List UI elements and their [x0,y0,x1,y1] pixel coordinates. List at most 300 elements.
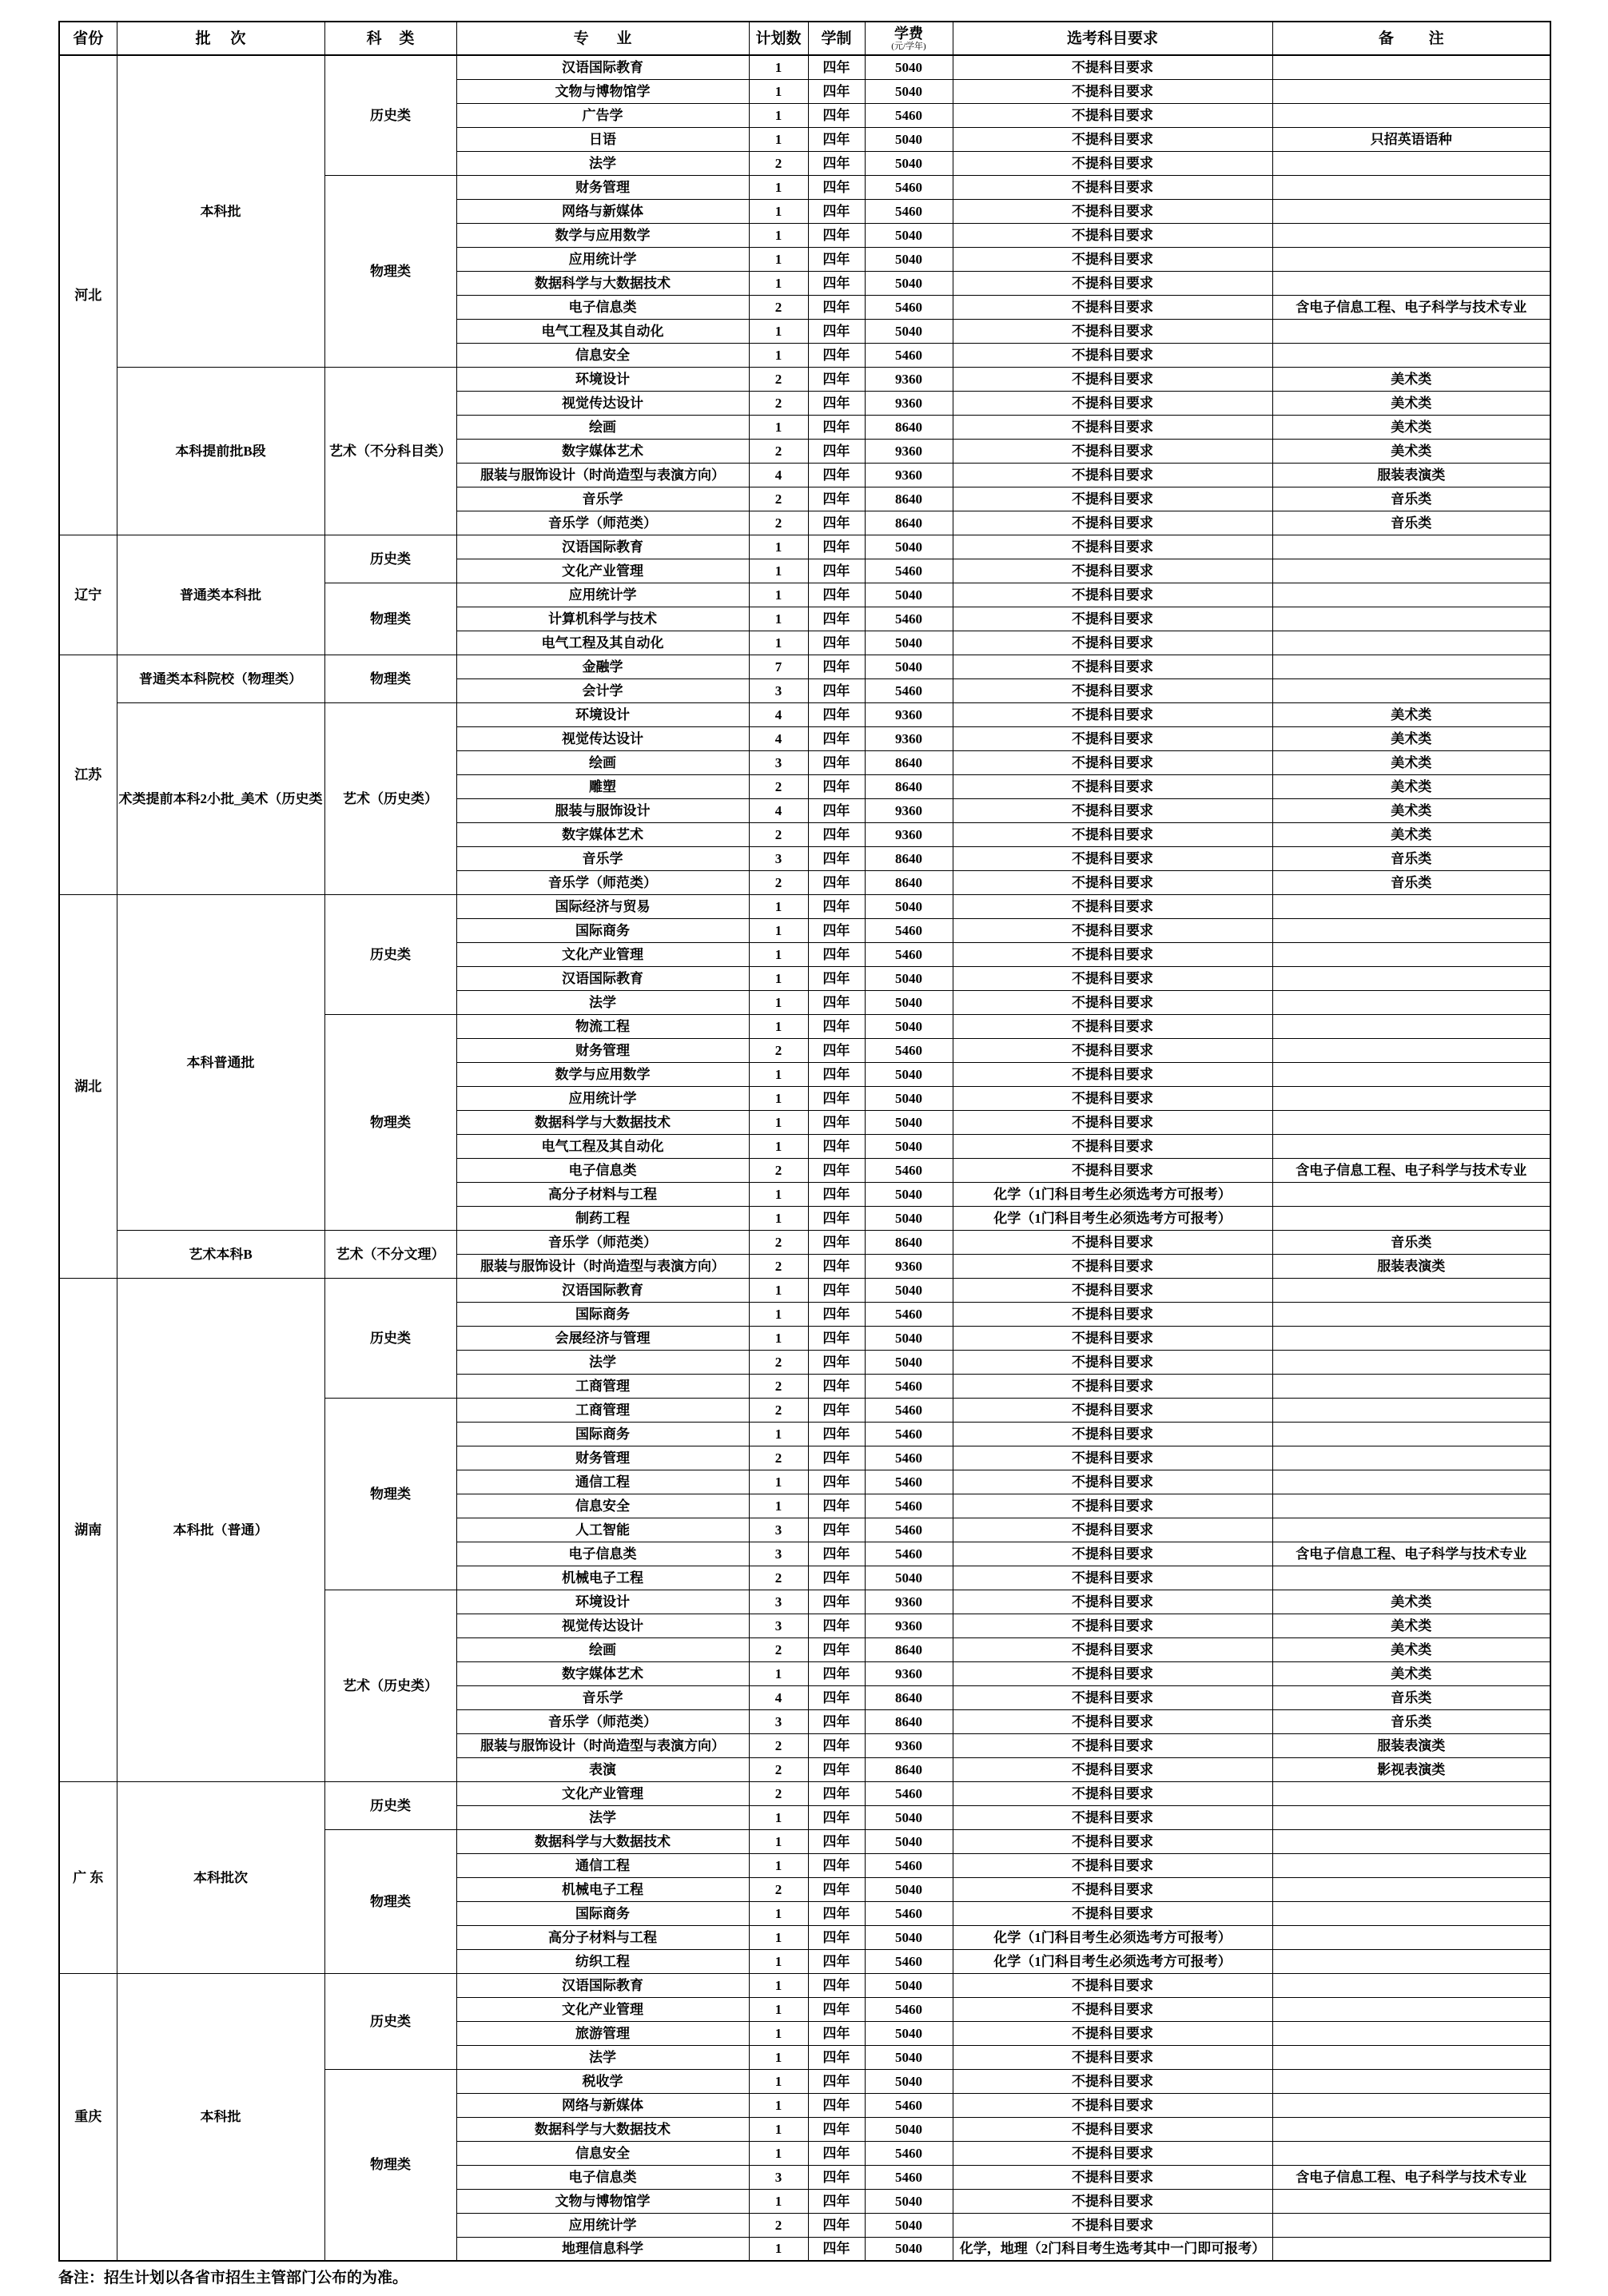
tuition-cell: 5040 [865,1925,953,1949]
duration-cell: 四年 [808,55,865,79]
tuition-cell: 5040 [865,319,953,343]
remark-cell [1272,1470,1550,1494]
tuition-cell: 5040 [865,894,953,918]
remark-cell [1272,1278,1550,1302]
remark-cell: 美术类 [1272,391,1550,415]
remark-cell: 音乐类 [1272,1230,1550,1254]
category-cell: 艺术（历史类） [324,702,456,894]
plan-count-cell: 1 [749,1062,808,1086]
tuition-cell: 5460 [865,1038,953,1062]
major-cell: 法学 [456,1350,749,1374]
batch-label: 术类提前本科2小批_美术（历史类 [118,791,323,806]
plan-count-cell: 1 [749,55,808,79]
tuition-cell: 5040 [865,223,953,247]
plan-count-cell: 2 [749,1398,808,1422]
remark-cell [1272,55,1550,79]
remark-cell: 只招英语语种 [1272,127,1550,151]
tuition-cell: 9360 [865,439,953,463]
plan-count-cell: 1 [749,1134,808,1158]
batch-label: 本科批次 [193,1870,248,1884]
batch-cell [117,1973,324,2261]
tuition-cell: 5040 [865,966,953,990]
subject-requirement-cell: 不提科目要求 [953,1709,1272,1733]
batch-cell [117,894,324,1230]
subject-requirement-cell: 不提科目要求 [953,1733,1272,1757]
remark-cell [1272,1853,1550,1877]
remark-cell: 美术类 [1272,726,1550,750]
subject-requirement-cell: 不提科目要求 [953,1518,1272,1542]
subject-requirement-cell: 不提科目要求 [953,535,1272,559]
duration-cell: 四年 [808,439,865,463]
tuition-cell: 5460 [865,1470,953,1494]
duration-cell: 四年 [808,1278,865,1302]
duration-cell: 四年 [808,583,865,607]
plan-count-cell: 1 [749,343,808,367]
major-cell: 工商管理 [456,1398,749,1422]
plan-count-cell: 1 [749,271,808,295]
remark-cell: 音乐类 [1272,870,1550,894]
major-cell: 视觉传达设计 [456,391,749,415]
major-cell: 汉语国际教育 [456,55,749,79]
category-cell: 物理类 [324,175,456,367]
remark-cell [1272,990,1550,1014]
duration-cell: 四年 [808,223,865,247]
remark-cell [1272,583,1550,607]
subject-requirement-cell: 不提科目要求 [953,1805,1272,1829]
subject-requirement-cell: 不提科目要求 [953,1086,1272,1110]
duration-cell: 四年 [808,2021,865,2045]
major-cell: 应用统计学 [456,2213,749,2237]
remark-cell: 服装表演类 [1272,1254,1550,1278]
duration-cell: 四年 [808,2141,865,2165]
major-cell: 汉语国际教育 [456,1278,749,1302]
table-body [59,55,1550,2261]
table-row [59,702,1550,726]
major-cell: 数据科学与大数据技术 [456,271,749,295]
remark-cell: 含电子信息工程、电子科学与技术专业 [1272,2165,1550,2189]
plan-count-cell: 1 [749,1949,808,1973]
plan-count-cell: 1 [749,319,808,343]
plan-count-cell: 1 [749,1925,808,1949]
province-cell: 湖南 [59,1278,117,1781]
duration-cell: 四年 [808,1134,865,1158]
duration-cell: 四年 [808,1254,865,1278]
subject-requirement-cell: 不提科目要求 [953,1254,1272,1278]
tuition-cell: 5040 [865,2237,953,2261]
remark-cell [1272,1374,1550,1398]
plan-count-cell: 7 [749,655,808,678]
remark-cell: 美术类 [1272,750,1550,774]
duration-cell: 四年 [808,1877,865,1901]
major-cell: 文化产业管理 [456,1781,749,1805]
subject-requirement-cell: 不提科目要求 [953,391,1272,415]
remark-cell [1272,1566,1550,1590]
major-cell: 机械电子工程 [456,1877,749,1901]
remark-cell: 美术类 [1272,798,1550,822]
batch-cell [117,1230,324,1278]
remark-cell: 影视表演类 [1272,1757,1550,1781]
plan-count-cell: 1 [749,631,808,655]
subject-requirement-cell: 不提科目要求 [953,2069,1272,2093]
plan-count-cell: 3 [749,1542,808,1566]
duration-cell: 四年 [808,607,865,631]
subject-requirement-cell: 不提科目要求 [953,1566,1272,1590]
header-tuition-unit: (元/学年) [891,41,926,51]
tuition-cell: 5460 [865,343,953,367]
tuition-cell: 5040 [865,151,953,175]
subject-requirement-cell: 不提科目要求 [953,1637,1272,1661]
tuition-cell: 5460 [865,1542,953,1566]
duration-cell: 四年 [808,655,865,678]
category-cell: 历史类 [324,1781,456,1829]
remark-cell [1272,2189,1550,2213]
batch-cell [117,655,324,702]
tuition-cell: 5040 [865,1566,953,1590]
subject-requirement-cell: 不提科目要求 [953,798,1272,822]
subject-requirement-cell: 不提科目要求 [953,103,1272,127]
plan-count-cell: 1 [749,559,808,583]
remark-cell [1272,1062,1550,1086]
tuition-cell: 5460 [865,1949,953,1973]
subject-requirement-cell: 不提科目要求 [953,1470,1272,1494]
subject-requirement-cell: 不提科目要求 [953,678,1272,702]
major-cell: 环境设计 [456,367,749,391]
tuition-cell: 5460 [865,1781,953,1805]
remark-cell [1272,1326,1550,1350]
subject-requirement-cell: 化学（1门科目考生必须选考方可报考） [953,1949,1272,1973]
remark-cell [1272,1446,1550,1470]
major-cell: 表演 [456,1757,749,1781]
remark-cell: 含电子信息工程、电子科学与技术专业 [1272,1542,1550,1566]
duration-cell: 四年 [808,1518,865,1542]
tuition-cell: 5040 [865,79,953,103]
duration-cell: 四年 [808,1949,865,1973]
duration-cell: 四年 [808,103,865,127]
major-cell: 文物与博物馆学 [456,2189,749,2213]
duration-cell: 四年 [808,846,865,870]
subject-requirement-cell: 不提科目要求 [953,559,1272,583]
plan-count-cell: 1 [749,583,808,607]
subject-requirement-cell: 不提科目要求 [953,439,1272,463]
duration-cell: 四年 [808,1637,865,1661]
major-cell: 视觉传达设计 [456,1614,749,1637]
remark-cell: 美术类 [1272,774,1550,798]
duration-cell: 四年 [808,1829,865,1853]
subject-requirement-cell: 不提科目要求 [953,199,1272,223]
tuition-cell: 5460 [865,1398,953,1422]
duration-cell: 四年 [808,1206,865,1230]
duration-cell: 四年 [808,870,865,894]
major-cell: 音乐学（师范类） [456,1230,749,1254]
duration-cell: 四年 [808,894,865,918]
subject-requirement-cell: 不提科目要求 [953,1997,1272,2021]
tuition-cell: 5460 [865,1853,953,1877]
subject-requirement-cell: 不提科目要求 [953,2117,1272,2141]
major-cell: 电气工程及其自动化 [456,319,749,343]
major-cell: 音乐学 [456,1685,749,1709]
duration-cell: 四年 [808,1566,865,1590]
subject-requirement-cell: 不提科目要求 [953,607,1272,631]
major-cell: 旅游管理 [456,2021,749,2045]
subject-requirement-cell: 不提科目要求 [953,1014,1272,1038]
major-cell: 绘画 [456,1637,749,1661]
remark-cell [1272,1494,1550,1518]
category-cell: 历史类 [324,55,456,175]
table-row [59,535,1550,559]
plan-count-cell: 1 [749,607,808,631]
subject-requirement-cell: 不提科目要求 [953,750,1272,774]
remark-cell: 美术类 [1272,415,1550,439]
duration-cell: 四年 [808,415,865,439]
tuition-cell: 5040 [865,1014,953,1038]
major-cell: 音乐学（师范类） [456,1709,749,1733]
header-category: 科 类 [324,22,456,55]
subject-requirement-cell: 不提科目要求 [953,151,1272,175]
major-cell: 纺织工程 [456,1949,749,1973]
major-cell: 数据科学与大数据技术 [456,1829,749,1853]
remark-cell [1272,559,1550,583]
major-cell: 应用统计学 [456,1086,749,1110]
major-cell: 制药工程 [456,1206,749,1230]
major-cell: 服装与服饰设计（时尚造型与表演方向） [456,463,749,487]
subject-requirement-cell: 不提科目要求 [953,2045,1272,2069]
major-cell: 国际商务 [456,918,749,942]
remark-cell [1272,894,1550,918]
duration-cell: 四年 [808,918,865,942]
duration-cell: 四年 [808,702,865,726]
duration-cell: 四年 [808,1374,865,1398]
subject-requirement-cell: 不提科目要求 [953,1110,1272,1134]
remark-cell [1272,1829,1550,1853]
plan-count-cell: 1 [749,2093,808,2117]
tuition-cell: 8640 [865,1230,953,1254]
remark-cell [1272,535,1550,559]
header-subject-requirement: 选考科目要求 [953,22,1272,55]
batch-cell [117,1781,324,1973]
major-cell: 应用统计学 [456,247,749,271]
tuition-cell: 8640 [865,487,953,511]
batch-label: 本科普通批 [186,1055,255,1069]
plan-count-cell: 2 [749,1566,808,1590]
duration-cell: 四年 [808,367,865,391]
remark-cell: 音乐类 [1272,846,1550,870]
category-cell: 物理类 [324,1829,456,1973]
batch-cell [117,702,324,894]
remark-cell: 含电子信息工程、电子科学与技术专业 [1272,295,1550,319]
remark-cell [1272,1518,1550,1542]
major-cell: 计算机科学与技术 [456,607,749,631]
duration-cell: 四年 [808,1781,865,1805]
subject-requirement-cell: 不提科目要求 [953,631,1272,655]
plan-count-cell: 1 [749,1302,808,1326]
major-cell: 电气工程及其自动化 [456,631,749,655]
remark-cell: 美术类 [1272,1614,1550,1637]
major-cell: 电子信息类 [456,295,749,319]
duration-cell: 四年 [808,631,865,655]
subject-requirement-cell: 不提科目要求 [953,774,1272,798]
duration-cell: 四年 [808,798,865,822]
remark-cell [1272,1350,1550,1374]
major-cell: 信息安全 [456,343,749,367]
remark-cell: 美术类 [1272,1590,1550,1614]
plan-count-cell: 2 [749,1877,808,1901]
duration-cell: 四年 [808,1014,865,1038]
remark-cell [1272,678,1550,702]
plan-count-cell: 1 [749,1182,808,1206]
major-cell: 广告学 [456,103,749,127]
subject-requirement-cell: 不提科目要求 [953,2093,1272,2117]
duration-cell: 四年 [808,966,865,990]
tuition-cell: 9360 [865,391,953,415]
major-cell: 国际商务 [456,1422,749,1446]
duration-cell: 四年 [808,1590,865,1614]
subject-requirement-cell: 不提科目要求 [953,415,1272,439]
major-cell: 数字媒体艺术 [456,822,749,846]
duration-cell: 四年 [808,2213,865,2237]
subject-requirement-cell: 不提科目要求 [953,1614,1272,1637]
table-row [59,894,1550,918]
batch-label-wrap [117,792,324,806]
subject-requirement-cell: 不提科目要求 [953,1398,1272,1422]
batch-label-wrap [117,2110,324,2123]
batch-label-wrap [117,1247,324,1261]
tuition-cell: 5040 [865,271,953,295]
batch-label: 本科批 [200,2110,241,2124]
subject-requirement-cell: 不提科目要求 [953,247,1272,271]
remark-cell [1272,223,1550,247]
plan-count-cell: 1 [749,2141,808,2165]
subject-requirement-cell: 不提科目要求 [953,2141,1272,2165]
subject-requirement-cell: 不提科目要求 [953,1062,1272,1086]
tuition-cell: 5460 [865,918,953,942]
subject-requirement-cell: 化学（1门科目考生必须选考方可报考） [953,1182,1272,1206]
tuition-cell: 5040 [865,1086,953,1110]
remark-cell [1272,1206,1550,1230]
duration-cell: 四年 [808,1901,865,1925]
subject-requirement-cell: 不提科目要求 [953,1446,1272,1470]
duration-cell: 四年 [808,1853,865,1877]
tuition-cell: 9360 [865,463,953,487]
table-row [59,1973,1550,1997]
major-cell: 财务管理 [456,175,749,199]
subject-requirement-cell: 不提科目要求 [953,1038,1272,1062]
batch-label: 本科批（普通） [173,1522,269,1537]
batch-label: 普通类本科院校（物理类） [139,671,302,686]
plan-count-cell: 3 [749,1709,808,1733]
subject-requirement-cell: 化学，地理（2门科目考生选考其中一门即可报考） [953,2237,1272,2261]
tuition-cell: 5040 [865,2117,953,2141]
plan-count-cell: 2 [749,1637,808,1661]
duration-cell: 四年 [808,343,865,367]
subject-requirement-cell: 不提科目要求 [953,990,1272,1014]
major-cell: 服装与服饰设计 [456,798,749,822]
remark-cell [1272,2213,1550,2237]
plan-count-cell: 2 [749,367,808,391]
plan-count-cell: 3 [749,2165,808,2189]
plan-count-cell: 1 [749,1901,808,1925]
province-cell: 河北 [59,55,117,535]
subject-requirement-cell: 不提科目要求 [953,966,1272,990]
remark-cell: 含电子信息工程、电子科学与技术专业 [1272,1158,1550,1182]
duration-cell: 四年 [808,295,865,319]
remark-cell [1272,343,1550,367]
province-cell: 广 东 [59,1781,117,1973]
footer-note: 备注：招生计划以各省市招生主管部门公布的为准。 [58,2270,408,2286]
subject-requirement-cell: 不提科目要求 [953,1302,1272,1326]
major-cell: 视觉传达设计 [456,726,749,750]
major-cell: 汉语国际教育 [456,535,749,559]
plan-count-cell: 3 [749,1614,808,1637]
subject-requirement-cell: 不提科目要求 [953,367,1272,391]
major-cell: 工商管理 [456,1374,749,1398]
plan-count-cell: 1 [749,79,808,103]
tuition-cell: 5460 [865,175,953,199]
duration-cell: 四年 [808,151,865,175]
tuition-cell: 5460 [865,1446,953,1470]
plan-count-cell: 1 [749,199,808,223]
category-cell: 物理类 [324,2069,456,2261]
province-cell: 辽宁 [59,535,117,655]
major-cell: 音乐学（师范类） [456,870,749,894]
duration-cell: 四年 [808,822,865,846]
remark-cell [1272,1805,1550,1829]
duration-cell: 四年 [808,1446,865,1470]
table-header [59,22,1550,55]
duration-cell: 四年 [808,1302,865,1326]
tuition-cell: 5040 [865,583,953,607]
tuition-cell: 5040 [865,2021,953,2045]
remark-cell [1272,1182,1550,1206]
duration-cell: 四年 [808,487,865,511]
header-tuition [865,22,953,55]
tuition-cell: 9360 [865,798,953,822]
subject-requirement-cell: 不提科目要求 [953,1350,1272,1374]
plan-count-cell: 4 [749,798,808,822]
plan-count-cell: 2 [749,1254,808,1278]
tuition-cell: 5460 [865,1494,953,1518]
subject-requirement-cell: 不提科目要求 [953,1422,1272,1446]
subject-requirement-cell: 不提科目要求 [953,1853,1272,1877]
plan-count-cell: 2 [749,2213,808,2237]
tuition-cell: 5460 [865,1518,953,1542]
duration-cell: 四年 [808,535,865,559]
plan-count-cell: 1 [749,1206,808,1230]
remark-cell [1272,2117,1550,2141]
major-cell: 网络与新媒体 [456,199,749,223]
tuition-cell: 5040 [865,2045,953,2069]
plan-count-cell: 1 [749,918,808,942]
remark-cell [1272,1901,1550,1925]
table-row [59,55,1550,79]
subject-requirement-cell: 不提科目要求 [953,1757,1272,1781]
plan-count-cell: 1 [749,415,808,439]
plan-count-cell: 1 [749,2021,808,2045]
plan-count-cell: 1 [749,535,808,559]
category-cell: 历史类 [324,1278,456,1398]
duration-cell: 四年 [808,175,865,199]
remark-cell [1272,247,1550,271]
remark-cell [1272,2069,1550,2093]
tuition-cell: 5040 [865,2213,953,2237]
batch-label-wrap [117,1056,324,1069]
plan-count-cell: 1 [749,2189,808,2213]
major-cell: 数学与应用数学 [456,1062,749,1086]
duration-cell: 四年 [808,2069,865,2093]
tuition-cell: 5040 [865,535,953,559]
subject-requirement-cell: 不提科目要求 [953,2021,1272,2045]
remark-cell [1272,2021,1550,2045]
remark-cell [1272,607,1550,631]
